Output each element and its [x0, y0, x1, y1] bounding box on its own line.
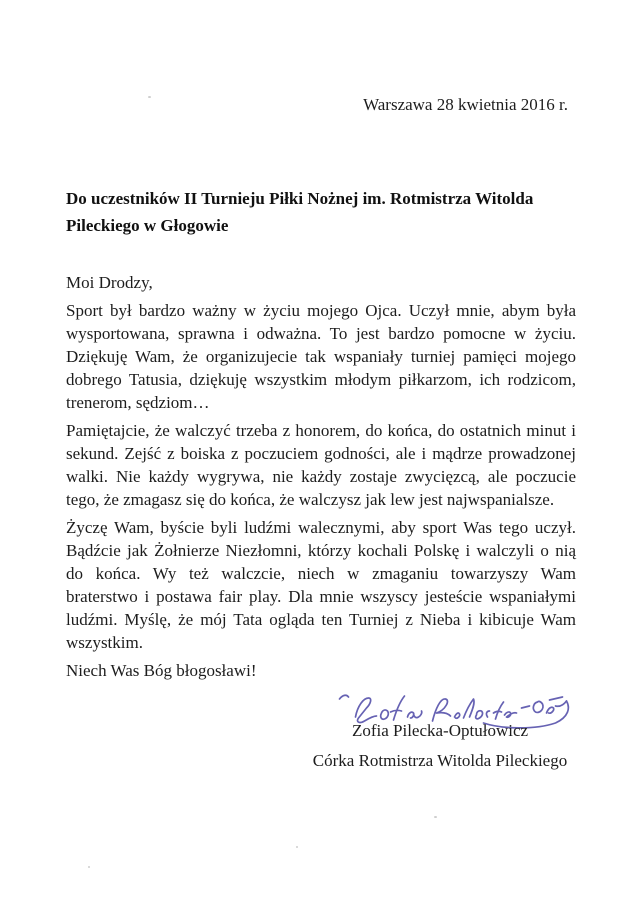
- scan-speck: [88, 866, 90, 868]
- salutation: Moi Drodzy,: [66, 273, 153, 292]
- paragraph-honor: Pamiętajcie, że walczyć trzeba z honorem, do końca, do ostatnich minut i sekund. Zejść z boiska z poczuciem godności, ale i mądrze prowadzonej walki. Nie każdy wygrywa, nie każdy zostaje zwycięzcą, ale poczucie tego, że zmagasz się do końca, że walczysz jak lew jest najwspanialsze.: [66, 421, 576, 509]
- letter-heading: Do uczestników II Turnieju Piłki Nożnej im. Rotmistrza Witolda Pileckiego w Głogowie: [66, 189, 534, 235]
- paragraph-wishes: Życzę Wam, byście byli ludźmi walecznymi, aby sport Was tego uczył. Bądźcie jak Żołnierze Niezłomni, którzy kochali Polskę i walczyli o nią do końca. Wy też walczcie, niech w zmaganiu towarzyszy Wam braterstwo i postawa fair play. Dla mnie wszyscy jesteście wspaniałymi ludźmi. Myślę, że mój Tata ogląda ten Turniej z Nieba i kibicuje Wam wszystkim.: [66, 518, 576, 652]
- paragraph-sport: Sport był bardzo ważny w życiu mojego Ojca. Uczył mnie, abym była wysportowana, sprawna i odważna. To jest bardzo pomocne w życiu. Dziękuję Wam, że organizujecie tak wspaniały turniej pamięci mojego dobrego Tatusia, dziękuję wszystkim młodym piłkarzom, ich rodzicom, trenerom, sędziom…: [66, 301, 576, 412]
- scan-speck: [296, 846, 298, 848]
- scan-speck: [148, 96, 151, 98]
- scan-speck: [434, 816, 437, 818]
- dateline: Warszawa 28 kwietnia 2016 r.: [363, 95, 568, 114]
- signatory-title: Córka Rotmistrza Witolda Pileckiego: [312, 751, 568, 770]
- signature-block: [304, 686, 576, 772]
- signatory-name: Zofia Pilecka-Optułowicz: [351, 721, 529, 740]
- closing-line: Niech Was Bóg błogosławi!: [66, 661, 257, 680]
